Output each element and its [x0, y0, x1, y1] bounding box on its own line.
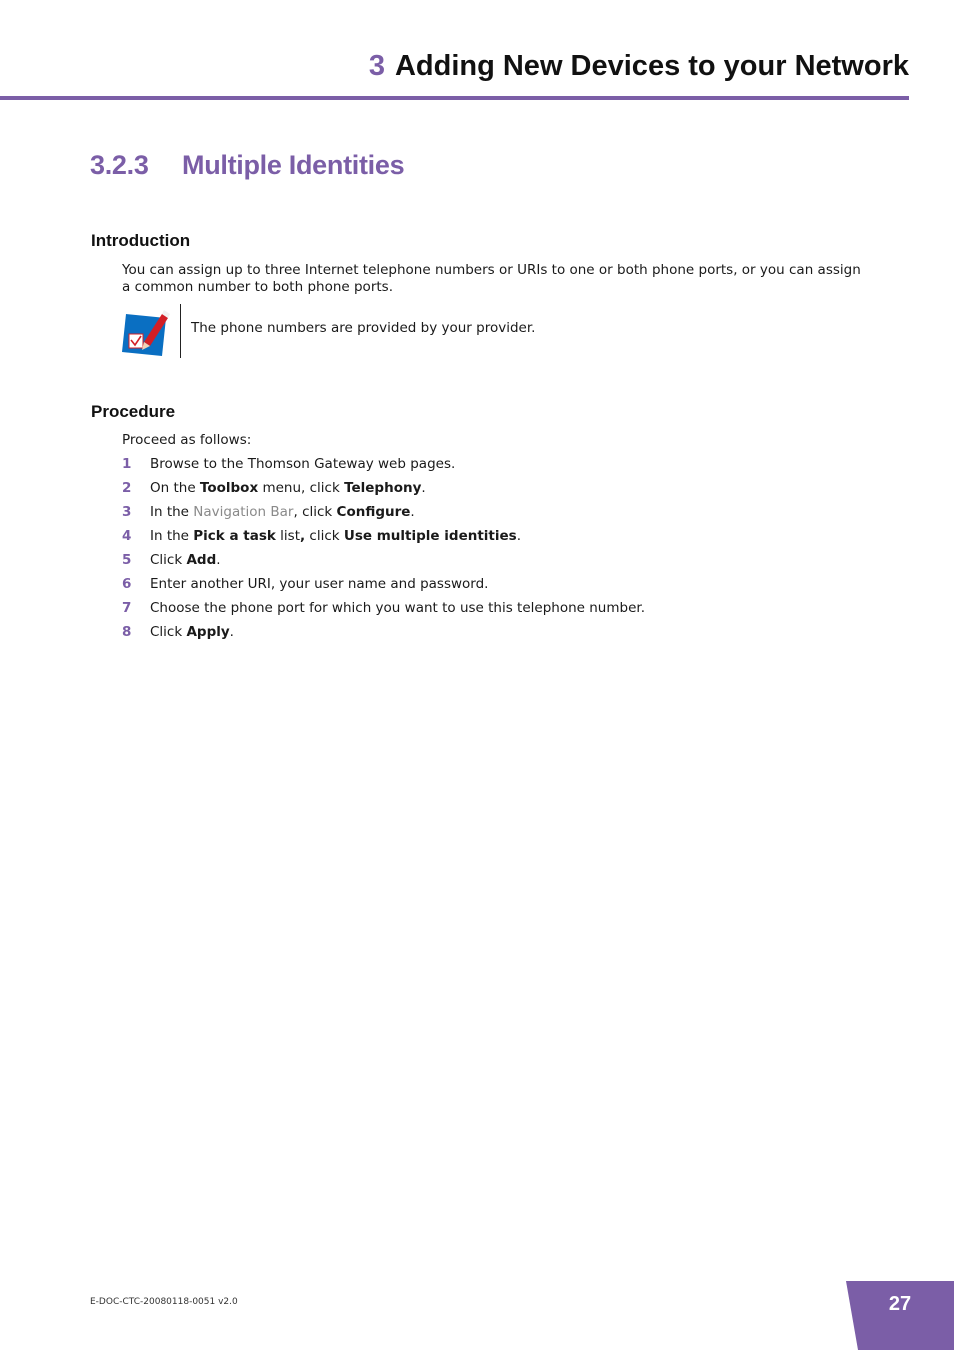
footer-doc-id: E-DOC-CTC-20080118-0051 v2.0: [90, 1297, 238, 1307]
step-text: In the: [150, 504, 194, 520]
chapter-title: [369, 50, 909, 83]
step-keyword: Add: [186, 552, 217, 568]
procedure-step: [122, 552, 645, 576]
note-pen-checkbox-icon: [122, 308, 170, 356]
procedure-step: [122, 600, 645, 624]
procedure-steps: [122, 456, 645, 648]
step-number: 8: [122, 624, 132, 640]
step-text: Enter another URI, your user name and password.: [150, 576, 489, 592]
step-keyword: Configure: [336, 504, 411, 520]
section-title: [90, 150, 404, 181]
step-keyword: Pick a task: [193, 528, 276, 544]
note-box: [120, 304, 720, 358]
introduction-text: You can assign up to three Internet telephone numbers or URIs to one or both phone ports, or you can assign a common number to both phone ports.: [122, 262, 861, 295]
step-text: .: [410, 504, 415, 520]
step-number: 2: [122, 480, 132, 496]
step-text: In the: [150, 528, 194, 544]
procedure-intro: Proceed as follows:: [122, 432, 252, 448]
step-number: 7: [122, 600, 132, 616]
step-keyword: Apply: [186, 624, 230, 640]
step-text: .: [516, 528, 521, 544]
procedure-step: [122, 528, 645, 552]
chapter-header: [0, 40, 909, 100]
step-text: menu, click: [258, 480, 345, 496]
step-text: Click: [150, 624, 187, 640]
step-number: 1: [122, 456, 132, 472]
step-number: 4: [122, 528, 132, 544]
page-number: 27: [888, 1293, 912, 1315]
step-number: 3: [122, 504, 132, 520]
procedure-step: [122, 456, 645, 480]
step-keyword: Toolbox: [199, 480, 259, 496]
step-text: Browse to the Thomson Gateway web pages.: [150, 456, 456, 472]
step-text: On the: [150, 480, 200, 496]
step-text: .: [421, 480, 426, 496]
step-text: .: [229, 624, 234, 640]
procedure-step: [122, 576, 645, 600]
navigation-bar-link[interactable]: Navigation Bar: [193, 504, 294, 520]
page-number-tab: [846, 1281, 954, 1350]
step-text: Click: [150, 552, 187, 568]
step-text: list: [275, 528, 300, 544]
procedure-step: [122, 480, 645, 504]
procedure-step: [122, 624, 645, 648]
procedure-heading: Procedure: [91, 402, 176, 421]
step-text: , click: [293, 504, 337, 520]
introduction-heading: Introduction: [91, 231, 191, 250]
step-number: 6: [122, 576, 132, 592]
step-keyword: Telephony: [344, 480, 422, 496]
step-text: Choose the phone port for which you want to use this telephone number.: [150, 600, 645, 616]
section-number: 3.2.3: [90, 150, 149, 180]
step-keyword: ,: [300, 528, 306, 544]
step-text: click: [305, 528, 344, 544]
step-text: .: [216, 552, 221, 568]
chapter-title-text: Adding New Devices to your Network: [394, 50, 909, 82]
step-number: 5: [122, 552, 132, 568]
note-text: The phone numbers are provided by your provider.: [191, 320, 536, 336]
chapter-number: 3: [368, 50, 385, 82]
step-keyword: Use multiple identities: [343, 528, 517, 544]
section-title-text: Multiple Identities: [182, 150, 405, 180]
procedure-step: [122, 504, 645, 528]
note-divider: [180, 304, 181, 358]
